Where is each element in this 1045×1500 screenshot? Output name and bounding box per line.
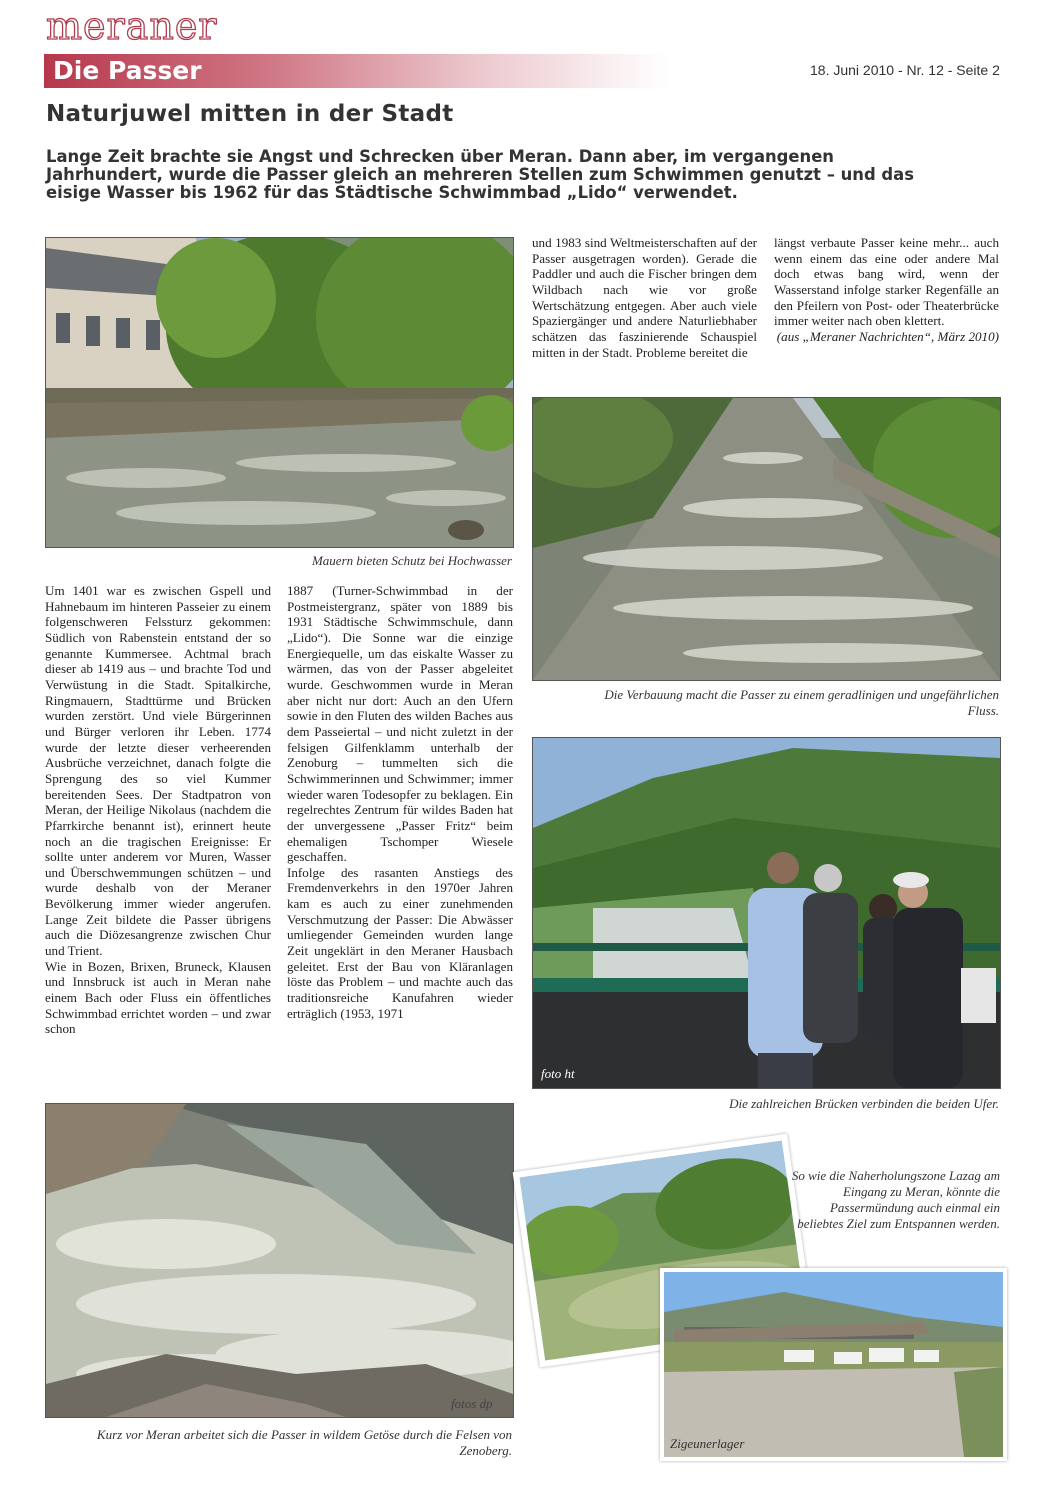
caption-lazag: So wie die Naherholungszone Lazag am Eingang zu Meran, könnte die Passermündung auch einmal ein beliebtes Ziel zum Entspannen werden. — [791, 1168, 1000, 1231]
masthead-logo: meraner — [46, 4, 218, 48]
photo-straight-river — [532, 397, 1001, 681]
article-column-2 — [287, 583, 513, 1021]
article-column-3 — [532, 235, 757, 360]
paragraph: Wie in Bozen, Brixen, Bruneck, Klausen und Innsbruck ist auch in Meran nahe einem Bach oder Fluss ein öffentliches Schwimmbad errichtet worden – und zwar schon — [45, 958, 271, 1037]
photo-gorge — [45, 1103, 514, 1418]
paragraph: längst verbaute Passer keine mehr... auch wenn einem das eine oder andere Mal doch etwas bang wird, wenn der Wasserstand infolge starker Regenfälle an den Pfeilern von Post- oder Theaterbrücke immer weiter nach oben klettert. — [774, 235, 999, 329]
paragraph: und 1983 sind Weltmeisterschaften auf der Passer ausgetragen worden). Gerade die Paddler und auch die Fischer bringen dem Wildbach nach wie vor große Wertschätzung entgegen. Aber auch viele Spaziergänger und andere Naturliebhaber schätzen das faszinierende Schauspiel mitten in der Stadt. Probleme bereitet die — [532, 235, 757, 360]
caption-photo-promenade: Mauern bieten Schutz bei Hochwasser — [311, 553, 512, 568]
photo-credit-dp: fotos dp — [451, 1396, 493, 1411]
dateline: 18. Juni 2010 - Nr. 12 - Seite 2 — [810, 62, 1000, 78]
article-column-4 — [774, 235, 999, 345]
label-camp: Zigeunerlager — [670, 1436, 745, 1451]
paragraph: Infolge des rasanten Anstiegs des Fremdenverkehrs in den 1970er Jahren kam es auch zu einer zunehmenden Verschmutzung der Passer: Die Abwässer umliegender Gemeinden wurden lange Zeit ungeklärt in den Meraner Hausbach geleitet. Erst der Bau von Kläranlagen löste das Problem – und machte auch das traditionsreiche Kanufahren wieder erträglich (1953, 1971 — [287, 864, 513, 1021]
lead-paragraph: Lange Zeit brachte sie Angst und Schrecken über Meran. Dann aber, im vergangenen Jahrhundert, wurde die Passer gleich an mehreren Stellen zum Schwimmen genutzt – und das eisige Wasser bis 1962 für das Städtische Schwimmbad „Lido“ verwendet. — [46, 147, 914, 202]
photo-credit-ht: foto ht — [541, 1066, 575, 1081]
paragraph: Um 1401 war es zwischen Gspell und Hahnebaum im hinteren Passeier zu einem folgenschweren Felssturz gekommen: Südlich von Rabenstein entstand der so genannte Kummersee. Achtmal brach dieser ab 1419 aus – und brachte Tod und Verwüstung in die Stadt. Spitalkirche, Ringmauern, Stadttürme und Brücken wurden zerstört. Und viele Bürgerinnen und Bürger verloren ihr Leben. 1774 wurde der letzte dieser verheerenden Ausbrüche verzeichnet, danach folgte die Sprengung des so viel Kummer bereitenden Sees. Der Stadtpatron von Meran, der Heilige Nikolaus (nachdem die Pfarrkirche benannt ist), erinnert heute noch an die tragischen Ereignisse: Er sollte unter anderem vor Muren, Wasser und Überschwemmungen schützen – und wurde deshalb von der Meraner Bevölkerung immer wieder angerufen. Lange Zeit bildete die Passer übrigens auch die Diözesangrenze zwischen Chur und Trient. — [45, 583, 271, 959]
photo-promenade — [45, 237, 514, 548]
caption-photo-gorge: Kurz vor Meran arbeitet sich die Passer in wildem Getöse durch die Felsen von Zenoberg. — [96, 1427, 512, 1458]
paragraph: 1887 (Turner-Schwimmbad in der Postmeistergranz, später von 1889 bis 1931 Städtische Schwimmschule, dann „Lido“). Die Sonne war die einzige Energiequelle, um das eiskalte Wasser zu wärmen, das von der Passer abgeleitet wurde. Geschwommen wurde in Meran aber nicht nur dort: Auch an den Ufern sowie in den Fluten des wilden Baches aus dem Passeiertal – und nicht zuletzt in der felsigen Gilfenklamm unterhalb der Zenoburg – tummelten sich die Schwimmerinnen und Schwimmer; immer wieder waren Todesopfer zu beklagen. Ein regelrechtes Zentrum für wildes Baden hat der unvergessene „Passer Fritz“ beim ehemaligen Tschomper Wiesele geschaffen. — [287, 583, 513, 865]
section-title: Die Passer — [53, 56, 202, 85]
caption-photo-straight-river: Die Verbauung macht die Passer zu einem geradlinigen und ungefährlichen Fluss. — [604, 687, 999, 718]
headline: Naturjuwel mitten in der Stadt — [46, 101, 454, 127]
caption-photo-bridge: Die zahlreichen Brücken verbinden die beiden Ufer. — [729, 1096, 999, 1111]
photo-bridge-people — [532, 737, 1001, 1089]
source-note: (aus „Meraner Nachrichten“, März 2010) — [776, 328, 999, 344]
article-column-1 — [45, 583, 271, 1037]
photo-camp — [660, 1268, 1007, 1461]
